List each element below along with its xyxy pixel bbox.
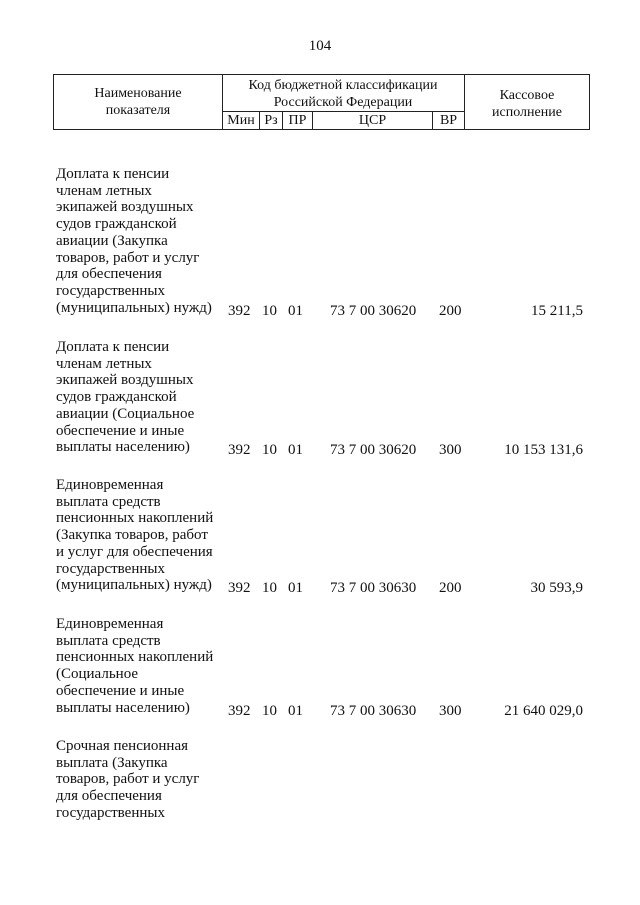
row-name: Срочная пенсионная выплата (Закупка товаров, работ и услуг для обеспечения государственных (56, 738, 200, 821)
table-row (0, 166, 640, 326)
table-row (0, 738, 640, 828)
row-csr: 73 7 00 30620 (330, 442, 417, 458)
row-rz: 10 (262, 442, 277, 458)
row-rz: 10 (262, 303, 277, 319)
row-name: Единовременная выплата средств пенсионных накоплений (Закупка товаров, работ и услуг для обеспечения государственных (муниципальных) нужд) (56, 477, 214, 594)
header-right-border (589, 74, 590, 130)
header-min: Мин (227, 113, 255, 128)
header-rz: Рз (264, 113, 278, 128)
row-pr: 01 (288, 703, 303, 719)
header-pr: ПР (288, 113, 307, 128)
row-amount: 10 153 131,6 (504, 442, 583, 458)
row-min: 392 (228, 580, 251, 596)
header-name-column: Наименование показателя (94, 86, 182, 118)
table-row (0, 477, 640, 602)
row-min: 392 (228, 442, 251, 458)
header-divider-code (464, 74, 465, 130)
row-rz: 10 (262, 703, 277, 719)
row-amount: 21 640 029,0 (504, 703, 583, 719)
row-name: Доплата к пенсии членам летных экипажей воздушных судов гражданской авиации (Социальное обеспечение и иные выплаты населению) (56, 339, 195, 456)
row-min: 392 (228, 303, 251, 319)
row-vr: 300 (439, 442, 462, 458)
row-vr: 200 (439, 580, 462, 596)
row-name: Доплата к пенсии членам летных экипажей воздушных судов гражданской авиации (Закупка товаров, работ и услуг для обеспечения государственных (муниципальных) нужд) (56, 166, 212, 316)
row-rz: 10 (262, 580, 277, 596)
row-min: 392 (228, 703, 251, 719)
table-row (0, 339, 640, 464)
header-vr: ВР (439, 113, 458, 128)
row-amount: 15 211,5 (531, 303, 583, 319)
row-vr: 300 (439, 703, 462, 719)
row-amount: 30 593,9 (530, 580, 583, 596)
header-csr: ЦСР (358, 113, 387, 128)
header-amount-column: Кассовое исполнение (492, 88, 562, 120)
header-bottom-border (53, 129, 590, 130)
table-header (53, 74, 590, 130)
row-name: Единовременная выплата средств пенсионных накоплений (Социальное обеспечение и иные выплаты населению) (56, 616, 214, 716)
header-top-border (53, 74, 590, 75)
header-code-group: Код бюджетной классификации Российской Федерации (248, 78, 438, 110)
row-pr: 01 (288, 303, 303, 319)
row-csr: 73 7 00 30630 (330, 703, 417, 719)
row-csr: 73 7 00 30630 (330, 580, 417, 596)
page-number: 104 (308, 38, 332, 54)
row-pr: 01 (288, 442, 303, 458)
table-row (0, 616, 640, 724)
row-csr: 73 7 00 30620 (330, 303, 417, 319)
row-pr: 01 (288, 580, 303, 596)
row-vr: 200 (439, 303, 462, 319)
header-left-border (53, 74, 54, 130)
